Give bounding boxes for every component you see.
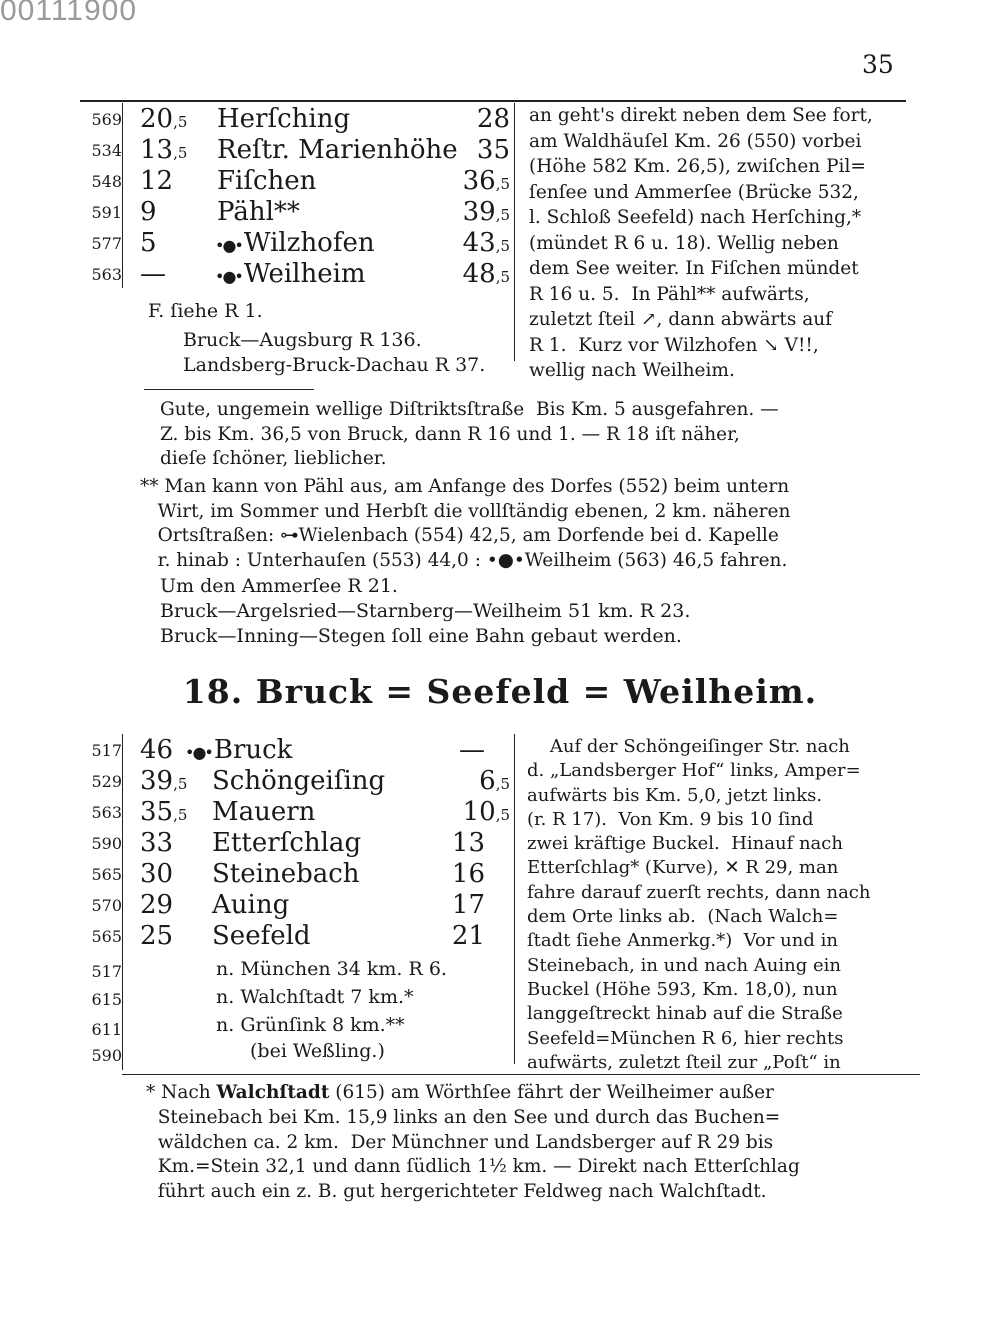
place-name: Schöngeiſing [212,766,386,796]
km-remaining: 35 [476,135,510,165]
km-from-start: 29 [140,890,174,920]
elevation: 590 [91,1046,122,1065]
elevation: 563 [91,803,122,822]
km-remaining: 39,5 [462,197,510,227]
elevation: 548 [91,172,122,191]
left-note: Bruck—Augsburg R 136. [183,329,422,351]
km-remaining: 21 [451,921,485,951]
elevation: 517 [91,741,122,760]
railway-station-icon: •●• [215,267,242,286]
side-route: (bei Weßling.) [250,1040,385,1062]
km-remaining: 28 [476,104,510,134]
place-name: Auing [212,890,290,920]
km-from-start: 33 [140,828,174,858]
elevation: 611 [91,1020,122,1039]
km-from-start: 46 [140,735,174,765]
km-remaining: 36,5 [462,166,510,196]
route18-title: 18. Bruck = Seefeld = Weilheim. [182,672,818,711]
catalog-stamp: 00111900 [0,0,138,27]
km-from-start: 9 [140,197,157,227]
table-row [60,735,510,766]
table-row [60,859,510,890]
km-remaining: 48,5 [462,259,510,289]
table-row [60,166,510,197]
footnote-star: * Nach Walchſtadt (615) am Wörthſee fährt der Weilheimer außer Steinebach bei Km. 15,9 links an den See und durch das Buchen= wäldchen ca. 2 km. Der Münchner und Landsberger auf R 29 bis Km.=Stein 32,1 und dann ſüdlich 1½ km. — Direkt nach Etterſchlag führt auch ein z. B. gut hergerichteter Feldweg nach Walchſtadt. [146,1082,800,1203]
km-from-start: 5 [140,228,157,258]
km-from-start: 13,5 [140,135,188,165]
place-name: Mauern [212,797,316,827]
column-divider-rule [514,103,515,361]
km-from-start: 25 [140,921,174,951]
route17-description: an geht's direkt neben dem See fort, am Waldhäuſel Km. 26 (550) vorbei (Höhe 582 Km. 26,5), zwiſchen Pil= ſenſee und Ammerſee (Brücke 532, l. Schloß Seefeld) nach Herſching,* (mündet R 6 u. 18). Wellig neben dem See weiter. In Fiſchen mündet R 16 u. 5. In Pähl** aufwärts, zuletzt ſteil ↗, dann abwärts auf R 1. Kurz vor Wilzhofen ↘ V!!, wellig nach Weilheim. [529,105,873,381]
elevation: 570 [91,896,122,915]
table-row [60,228,510,259]
railway-station-icon: •●• [215,236,242,255]
top-rule [80,100,906,102]
elevation: 590 [91,834,122,853]
left-note: Landsberg-Bruck-Dachau R 37. [183,354,486,376]
km-from-start: 39,5 [140,766,188,796]
km-remaining: 6,5 [479,766,510,796]
table-row [60,104,510,135]
elevation: 615 [91,990,122,1009]
place-name: Fiſchen [217,166,317,196]
km-from-start: 35,5 [140,797,188,827]
table-row [60,890,510,921]
place-name: Steinebach [212,859,360,889]
left-note: F. ſiehe R 1. [148,300,263,322]
km-remaining: 13 [451,828,485,858]
table-row [60,197,510,228]
km-from-start: 30 [140,859,174,889]
side-route: n. Walchſtadt 7 km.* [216,986,414,1008]
elevation: 577 [91,234,122,253]
page-number: 35 [862,50,894,79]
table-row [60,828,510,859]
footnote-rule [122,1074,920,1075]
elevation: 565 [91,865,122,884]
km-remaining: 10,5 [462,797,510,827]
place-name: •●•Wilzhofen [215,228,375,258]
place-name: Etterſchlag [212,828,362,858]
route-reference: Um den Ammerſee R 21. [160,575,398,597]
km-remaining: 17 [451,890,485,920]
elevation: 565 [91,927,122,946]
elevation: 517 [91,962,122,981]
km-remaining: 16 [451,859,485,889]
km-from-start: — [140,259,166,289]
place-name: •●•Bruck [185,735,293,765]
footnote-rule [144,389,314,390]
route-reference: Bruck—Inning—Stegen ſoll eine Bahn gebaut werden. [160,625,682,647]
side-route: n. München 34 km. R 6. [216,958,447,980]
elevation: 529 [91,772,122,791]
place-name: Herſching [217,104,351,134]
elevation: 591 [91,203,122,222]
route18-description: Auf der Schöngeiſinger Str. nach d. „Landsberger Hof“ links, Amper= aufwärts bis Km. 5,0, jetzt links. (r. R 17). Von Km. 9 bis 10 ſind zwei kräftige Buckel. Hinauf nach Etterſchlag* (Kurve), ✕ R 29, man fahre darauf zuerſt rechts, dann nach dem Orte links ab. (Nach Walch= ſtadt ſiehe Anmerkg.*) Vor und in Steinebach, in und nach Auing ein Buckel (Höhe 593, Km. 18,0), nun langgeſtreckt hinab auf die Straße Seefeld=München R 6, hier rechts aufwärts, zuletzt ſteil zur „Poſt“ in [527,736,871,1073]
railway-station-icon: •●• [185,743,212,762]
footnote-star-star: ** Man kann von Pähl aus, am Anfange des Dorfes (552) beim untern Wirt, im Sommer und Herbſt die vollſtändig ebenen, 2 km. näheren Ortsſtraßen: ⊶Wielenbach (554) 42,5, am Dorfende bei d. Kapelle r. hinab : Unterhauſen (553) 44,0 : •●•Weilheim (563) 46,5 fahren. [140,476,791,571]
place-name: Reſtr. Marienhöhe [217,135,458,165]
table-row [60,135,510,166]
elevation: 563 [91,265,122,284]
table-row [60,259,510,290]
side-route: n. Grünſink 8 km.** [216,1014,405,1036]
place-name: Pähl** [217,197,300,227]
table-row [60,797,510,828]
column-divider-rule [514,734,515,1064]
km-remaining: 43,5 [462,228,510,258]
elevation: 569 [91,110,122,129]
table-row [60,766,510,797]
km-remaining: — [459,735,485,765]
place-name: Seefeld [212,921,311,951]
elevation: 534 [91,141,122,160]
km-from-start: 20,5 [140,104,188,134]
road-condition-note: Gute, ungemein wellige Diſtriktsſtraße Bis Km. 5 ausgefahren. — Z. bis Km. 36,5 von Bruck, dann R 16 und 1. — R 18 iſt näher, dieſe ſchöner, lieblicher. [160,399,779,469]
place-name: •●•Weilheim [215,259,366,289]
route-reference: Bruck—Argelsried—Starnberg—Weilheim 51 km. R 23. [160,600,691,622]
table-row [60,921,510,952]
km-from-start: 12 [140,166,174,196]
